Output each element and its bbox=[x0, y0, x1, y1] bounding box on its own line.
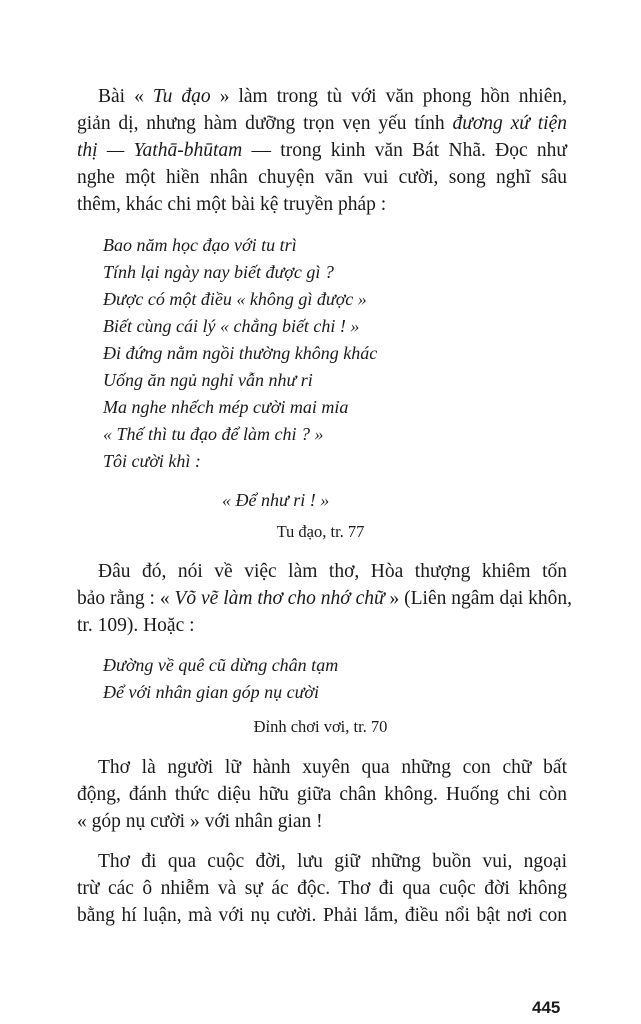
paragraph-line: Đâu đó, nói về việc làm thơ, Hòa thượng khiêm tốn bbox=[98, 561, 567, 582]
poem-line: Đường về quê cũ dừng chân tạm bbox=[103, 655, 339, 675]
paragraph-line: Thơ đi qua cuộc đời, lưu giữ những buồn vui, ngoại bbox=[98, 851, 567, 872]
paragraph-line bbox=[77, 110, 567, 137]
paragraph-line: « góp nụ cười » với nhân gian ! bbox=[77, 811, 323, 832]
paragraph-line: động, đánh thức diệu hữu giữa chân không. Huống chi còn bbox=[77, 784, 567, 805]
text-run: giản dị, nhưng hàm dưỡng trọn vẹn yếu tính bbox=[77, 113, 453, 134]
poem-line: Được có một điều « không gì được » bbox=[103, 289, 367, 309]
citation: Tu đạo, tr. 77 bbox=[276, 522, 365, 541]
poem-line: Đi đứng nằm ngồi thường không khác bbox=[103, 343, 378, 363]
citation: Đỉnh chơi vơi, tr. 70 bbox=[253, 717, 388, 736]
page-number: 445 bbox=[532, 998, 561, 1017]
paragraph-line bbox=[77, 585, 573, 612]
paragraph-line: nghe một hiền nhân chuyện vãn vui cười, song nghĩ sâu bbox=[77, 167, 567, 188]
poem-line: Uống ăn ngủ nghỉ vẫn như ri bbox=[103, 370, 313, 390]
paragraph-line: Thơ là người lữ hành xuyên qua những con chữ bất bbox=[98, 757, 567, 778]
poem-line: « Thế thì tu đạo để làm chi ? » bbox=[103, 424, 324, 444]
poem-line: Bao năm học đạo với tu trì bbox=[103, 235, 297, 255]
poem-line: Để với nhân gian góp nụ cười bbox=[103, 682, 319, 702]
poem-last-line bbox=[222, 487, 329, 514]
poem-line: Tính lại ngày nay biết được gì ? bbox=[103, 262, 334, 282]
paragraph-line: tr. 109). Hoặc : bbox=[77, 615, 195, 636]
poem-line: « Để như ri ! » bbox=[222, 490, 330, 510]
paragraph-line: thêm, khác chi một bài kệ truyền pháp : bbox=[77, 194, 387, 215]
italic-title: Tu đạo bbox=[152, 86, 211, 107]
text-run: » (Liên ngâm dại khôn, bbox=[384, 588, 573, 609]
paragraph-line bbox=[77, 137, 567, 164]
paragraph-line: trừ các ô nhiễm và sự ác độc. Thơ đi qua cuộc đời không bbox=[77, 878, 567, 899]
italic-quote: Võ vẽ làm thơ cho nhớ chữ bbox=[174, 588, 385, 609]
paragraph-line bbox=[77, 83, 567, 110]
poem-dinh-choi-voi bbox=[103, 652, 338, 706]
text-run: Bài « bbox=[98, 86, 153, 107]
text-run: » làm trong tù với văn phong hồn nhiên, bbox=[210, 86, 567, 107]
paragraph-humility bbox=[77, 558, 573, 639]
paragraph-line: bằng hí luận, mà với nụ cười. Phải lắm, điều nổi bật nơi con bbox=[77, 905, 567, 926]
text-run: — trong kinh văn Bát Nhã. Đọc như bbox=[242, 140, 568, 161]
italic-term: đương xứ tiện bbox=[452, 113, 567, 134]
poem-line: Ma nghe nhếch mép cười mai mỉa bbox=[103, 397, 349, 417]
paragraph-poetry bbox=[77, 754, 567, 835]
paragraph-smile bbox=[77, 848, 567, 929]
poem-line: Tôi cười khì : bbox=[103, 451, 201, 471]
text-run: bảo rằng : « bbox=[77, 588, 175, 609]
poem-tu-dao bbox=[103, 232, 377, 475]
paragraph-intro bbox=[77, 83, 567, 218]
poem-line: Biết cùng cái lý « chẳng biết chi ! » bbox=[103, 316, 360, 336]
italic-term: thị — Yathā-bhūtam bbox=[77, 140, 243, 161]
